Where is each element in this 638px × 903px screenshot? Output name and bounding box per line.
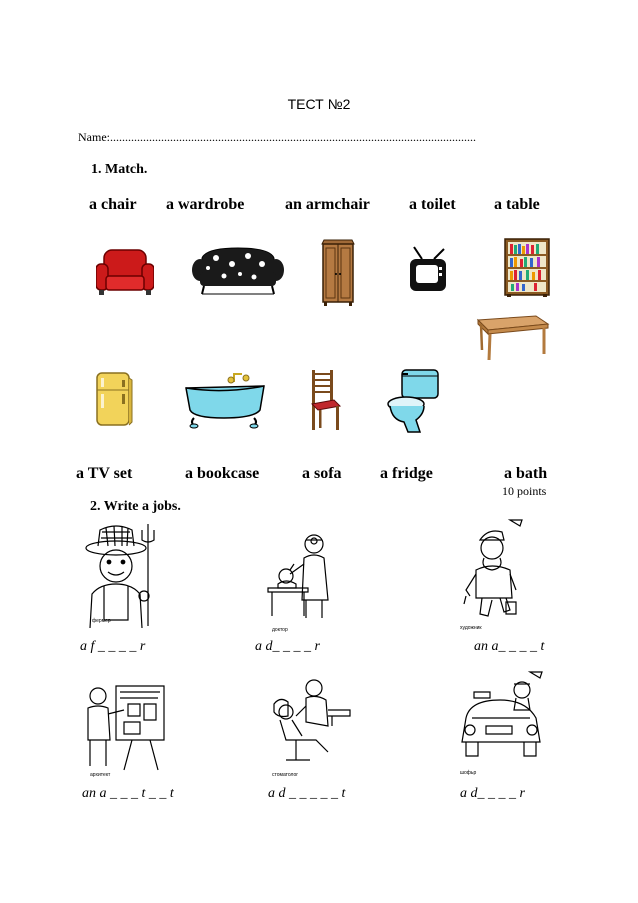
name-line: Name:.......................................................................................................................... bbox=[78, 130, 476, 144]
word-a-toilet: a toilet bbox=[409, 196, 456, 213]
painter-picture bbox=[458, 518, 528, 622]
answer-dentist: a d _ _ _ _ _ t bbox=[268, 786, 346, 801]
bookcase-picture bbox=[504, 238, 550, 298]
table-picture bbox=[474, 314, 550, 364]
bath-picture bbox=[184, 368, 266, 430]
answer-painter: an a_ _ _ _ t bbox=[474, 639, 545, 654]
answer-doctor: a d_ _ _ _ r bbox=[255, 639, 320, 654]
caption-driver: шофьр bbox=[460, 770, 477, 776]
armchair-picture bbox=[96, 246, 154, 296]
fridge-picture bbox=[94, 370, 134, 428]
word-an-armchair: an armchair bbox=[285, 196, 370, 213]
answer-driver: a d_ _ _ _ r bbox=[460, 786, 525, 801]
doctor-picture bbox=[264, 528, 344, 620]
points-label: 10 points bbox=[502, 484, 547, 498]
tv-set-picture bbox=[408, 245, 450, 297]
caption-doctor: доктор bbox=[272, 627, 288, 633]
word-a-table: a table bbox=[494, 196, 540, 213]
caption-architect: архитект bbox=[90, 772, 111, 778]
test-title: ТЕСТ №2 bbox=[287, 96, 351, 112]
word-a-bookcase: a bookcase bbox=[185, 465, 260, 482]
caption-dentist: стоматолог bbox=[272, 772, 299, 778]
wardrobe-picture bbox=[320, 238, 356, 306]
dentist-picture bbox=[266, 676, 356, 768]
answer-farmer: a f _ _ _ _ r bbox=[80, 639, 146, 654]
word-a-fridge: a fridge bbox=[380, 465, 433, 482]
toilet-picture bbox=[386, 368, 442, 434]
farmer-picture bbox=[78, 522, 162, 628]
word-a-wardrobe: a wardrobe bbox=[166, 196, 245, 213]
task1-heading: 1. Match. bbox=[91, 162, 148, 177]
answer-architect: an a _ _ _ t _ _ t bbox=[82, 786, 174, 801]
sofa-picture bbox=[192, 244, 284, 296]
word-a-bath: a bath bbox=[504, 465, 548, 482]
word-a-chair: a chair bbox=[89, 196, 137, 213]
task2-heading: 2. Write a jobs. bbox=[90, 499, 181, 514]
caption-painter: художник bbox=[460, 625, 482, 631]
caption-farmer: фермер bbox=[92, 618, 111, 624]
driver-picture bbox=[456, 670, 546, 770]
architect-picture bbox=[80, 680, 170, 772]
word-a-sofa: a sofa bbox=[302, 465, 342, 482]
chair-picture bbox=[306, 368, 342, 432]
word-a-tv-set: a TV set bbox=[76, 465, 133, 482]
